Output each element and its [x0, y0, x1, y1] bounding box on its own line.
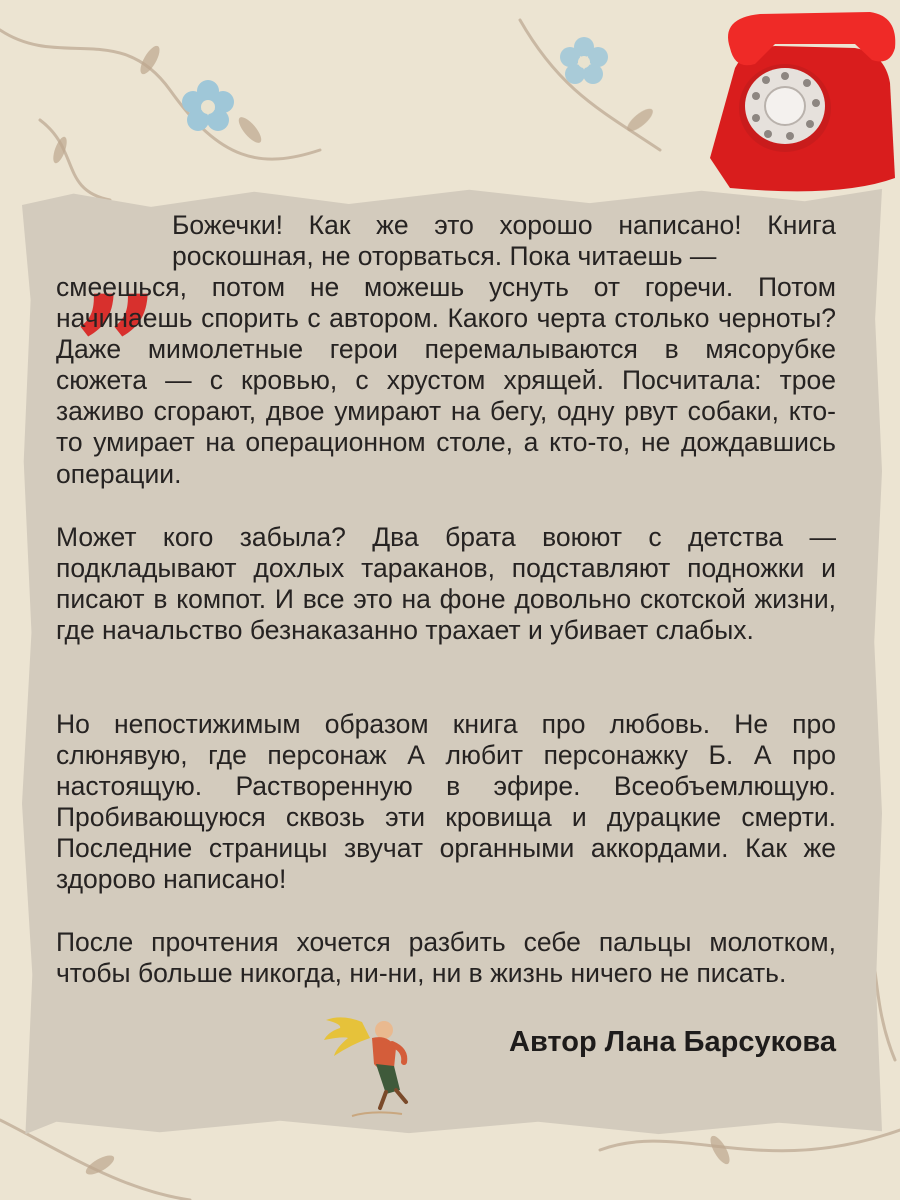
review-paragraph-4: После прочтения хочется разбить себе пальцы молотком, чтобы больше никогда, ни-ни, ни в жизнь ничего не писать. [56, 927, 836, 989]
author-signature: Автор Лана Барсукова [509, 1026, 836, 1058]
review-paragraph-3: Но непостижимым образом книга про любовь. Не про слюнявую, где персонаж А любит персонажку Б. А про настоящую. Растворенную в эфире. Всеобъемлющую. Пробивающуюся сквозь эти кровища и дурацкие смерти. Последние страницы звучат органными аккордами. Как же здорово написано! [56, 709, 836, 895]
review-paragraph-2: Может кого забыла? Два брата воюют с детства — подкладывают дохлых тараканов, подставляют подножки и писают в компот. И все это на фоне довольно скотской жизни, где начальство безнаказанно трахает и убивает слабых. [56, 522, 836, 646]
quote-mark-icon: „ [76, 177, 145, 353]
review-opening-text: Божечки! Как же это хорошо написано! Книга роскошная, не оторваться. Пока читаешь — [172, 210, 836, 272]
running-girl-icon [322, 1004, 422, 1124]
review-paragraph-1: смеешься, потом не можешь уснуть от горечи. Потом начинаешь спорить с автором. Какого черта столько черноты? Даже мимолетные герои перемалываются в мясорубке сюжета — с кровью, с хрустом хрящей. Посчитала: трое заживо сгорают, двое умирают на бегу, одну рвут собаки, кто-то умирает на операционном столе, а кто-то, не дождавшись операции. [56, 272, 836, 489]
rotary-phone-icon [690, 8, 900, 198]
blue-flower-icon [182, 37, 608, 131]
